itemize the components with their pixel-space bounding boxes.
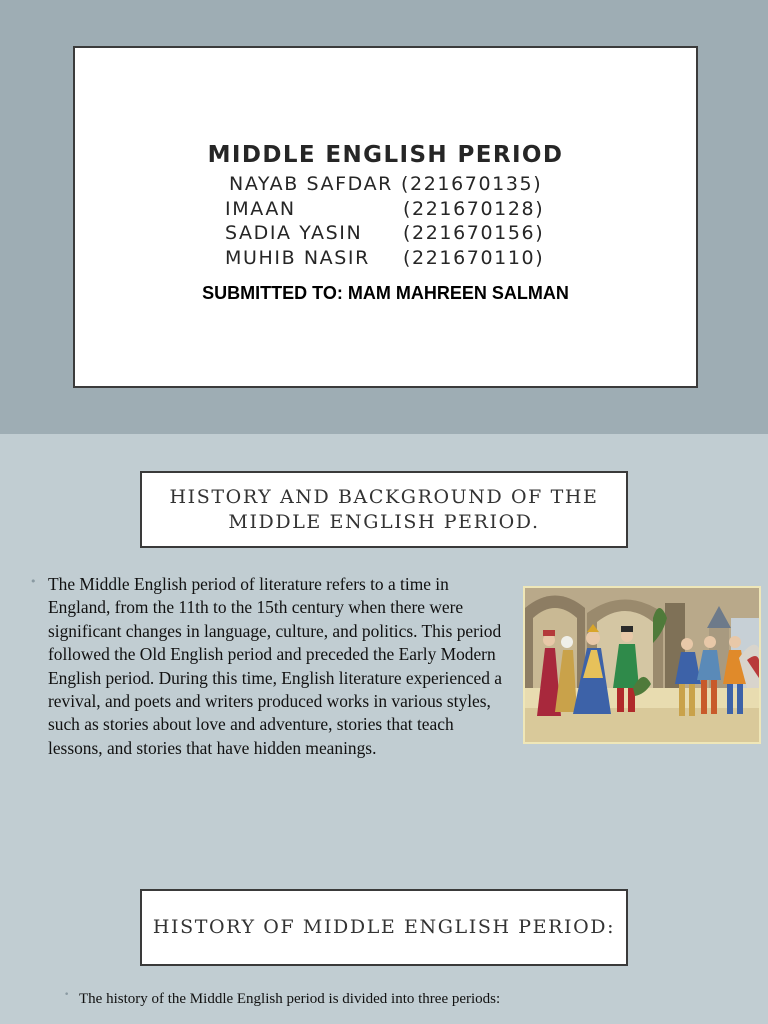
member-name: IMAAN [225, 197, 296, 220]
member-name: NAYAB SAFDAR [229, 173, 393, 195]
member-id: (221670128) [403, 197, 545, 220]
member-name: MUHIB NASIR [225, 246, 370, 269]
medieval-court-scene-image [525, 588, 759, 742]
history-slide [0, 864, 768, 1024]
title-slide [0, 0, 768, 434]
presentation-title: MIDDLE ENGLISH PERIOD [207, 142, 564, 168]
member-name: SADIA YASIN [225, 222, 363, 244]
title-card [73, 46, 698, 388]
member-row [225, 246, 555, 271]
bullet-text: The history of the Middle English period is divided into three periods: [79, 991, 501, 1007]
member-row [225, 197, 555, 222]
member-row [225, 221, 555, 246]
member-list [225, 172, 555, 270]
slide-heading: HISTORY AND BACKGROUND OF THE MIDDLE ENGLISH PERIOD. [140, 471, 628, 548]
bullet-icon: • [30, 575, 37, 588]
bullet-item [30, 573, 512, 760]
member-id: (221670110) [403, 246, 545, 269]
member-id: (221670135) [401, 173, 543, 195]
slide-heading: HISTORY OF MIDDLE ENGLISH PERIOD: [140, 889, 628, 966]
background-slide [0, 434, 768, 864]
bullet-text: The Middle English period of literature refers to a time in England, from the 11th to the 15th century when there were significant changes in language, culture, and politics. This period followed the Old English period and preceded the Early Modern English period. During this time, English literature experienced a revival, and poets and writers produced works in various styles, such as stories about love and adventure, stories that teach lessons, and stories that have hidden meanings. [48, 574, 502, 758]
bullet-icon: • [64, 990, 70, 1000]
member-id: (221670156) [403, 222, 545, 244]
submitted-to: SUBMITTED TO: MAM MAHREEN SALMAN [202, 283, 569, 303]
member-row [225, 172, 555, 197]
bullet-item [64, 990, 504, 1009]
medieval-illustration [523, 586, 761, 744]
